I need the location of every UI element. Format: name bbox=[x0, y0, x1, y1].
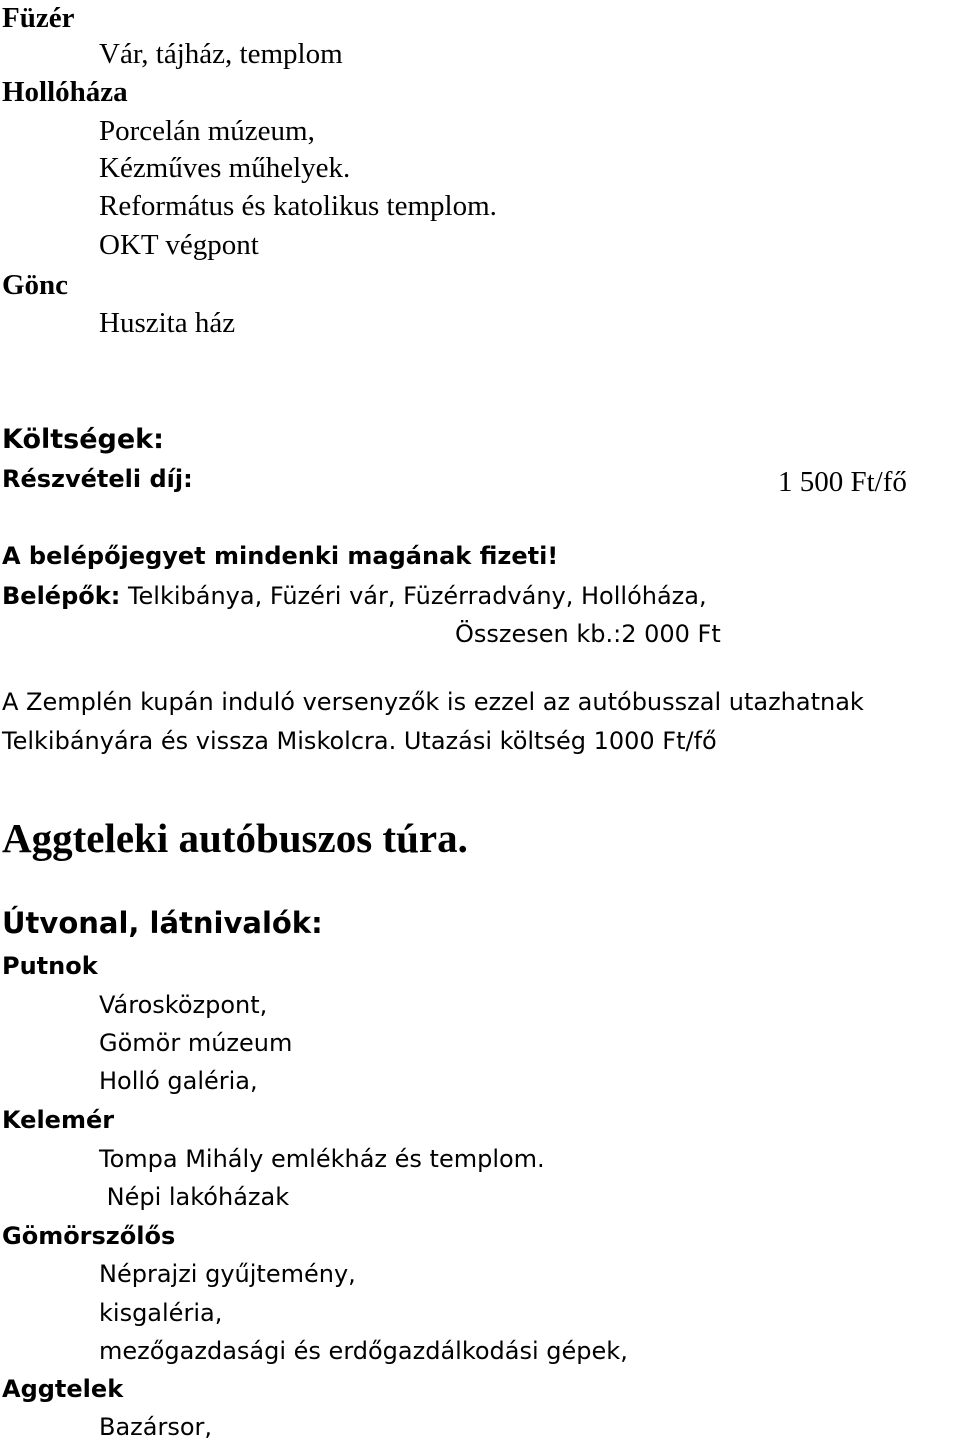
list-item: Népi lakóházak bbox=[99, 1183, 290, 1211]
place-hollohaza: Hollóháza bbox=[2, 76, 128, 108]
tickets-places: Telkibánya, Füzéri vár, Füzérradvány, Hollóháza, bbox=[120, 582, 707, 610]
place-aggtelek: Aggtelek bbox=[2, 1375, 124, 1403]
list-item: Porcelán múzeum, bbox=[99, 115, 315, 147]
place-gonc: Gönc bbox=[2, 269, 69, 301]
list-item: Kézműves műhelyek. bbox=[99, 152, 351, 184]
list-item: Holló galéria, bbox=[99, 1067, 258, 1095]
ticket-notice: A belépőjegyet mindenki magának fizeti! bbox=[2, 542, 559, 570]
list-item: Huszita ház bbox=[99, 307, 236, 339]
list-item: Néprajzi gyűjtemény, bbox=[99, 1260, 356, 1288]
costs-heading: Költségek: bbox=[2, 424, 164, 455]
list-item: OKT végpont bbox=[99, 229, 259, 261]
list-item: Református és katolikus templom. bbox=[99, 190, 497, 222]
ticket-places-line bbox=[2, 584, 707, 608]
list-item: Tompa Mihály emlékház és templom. bbox=[99, 1145, 545, 1173]
tickets-total: Összesen kb.:2 000 Ft bbox=[455, 620, 721, 648]
list-item: Bazársor, bbox=[99, 1413, 213, 1441]
list-item: Gömör múzeum bbox=[99, 1029, 293, 1057]
place-kelemer: Kelemér bbox=[2, 1106, 115, 1134]
place-putnok: Putnok bbox=[2, 952, 98, 980]
place-fuzer: Füzér bbox=[2, 2, 75, 34]
fee-label: Részvételi díj: bbox=[2, 465, 193, 493]
tickets-label: Belépők: bbox=[2, 582, 121, 610]
list-item: mezőgazdasági és erdőgazdálkodási gépek, bbox=[99, 1337, 628, 1365]
place-gomorszolos: Gömörszőlős bbox=[2, 1222, 176, 1250]
zemplen-line-2: Telkibányára és vissza Miskolcra. Utazási költség 1000 Ft/fő bbox=[2, 727, 717, 755]
list-item: Városközpont, bbox=[99, 991, 268, 1019]
list-item: Vár, tájház, templom bbox=[99, 38, 343, 70]
tour-title: Aggteleki autóbuszos túra. bbox=[2, 815, 468, 861]
list-item: kisgaléria, bbox=[99, 1299, 223, 1327]
fee-value: 1 500 Ft/fő bbox=[778, 466, 907, 498]
route-heading: Útvonal, látnivalók: bbox=[2, 906, 323, 940]
zemplen-line-1: A Zemplén kupán induló versenyzők is ezzel az autóbusszal utazhatnak bbox=[2, 688, 864, 716]
